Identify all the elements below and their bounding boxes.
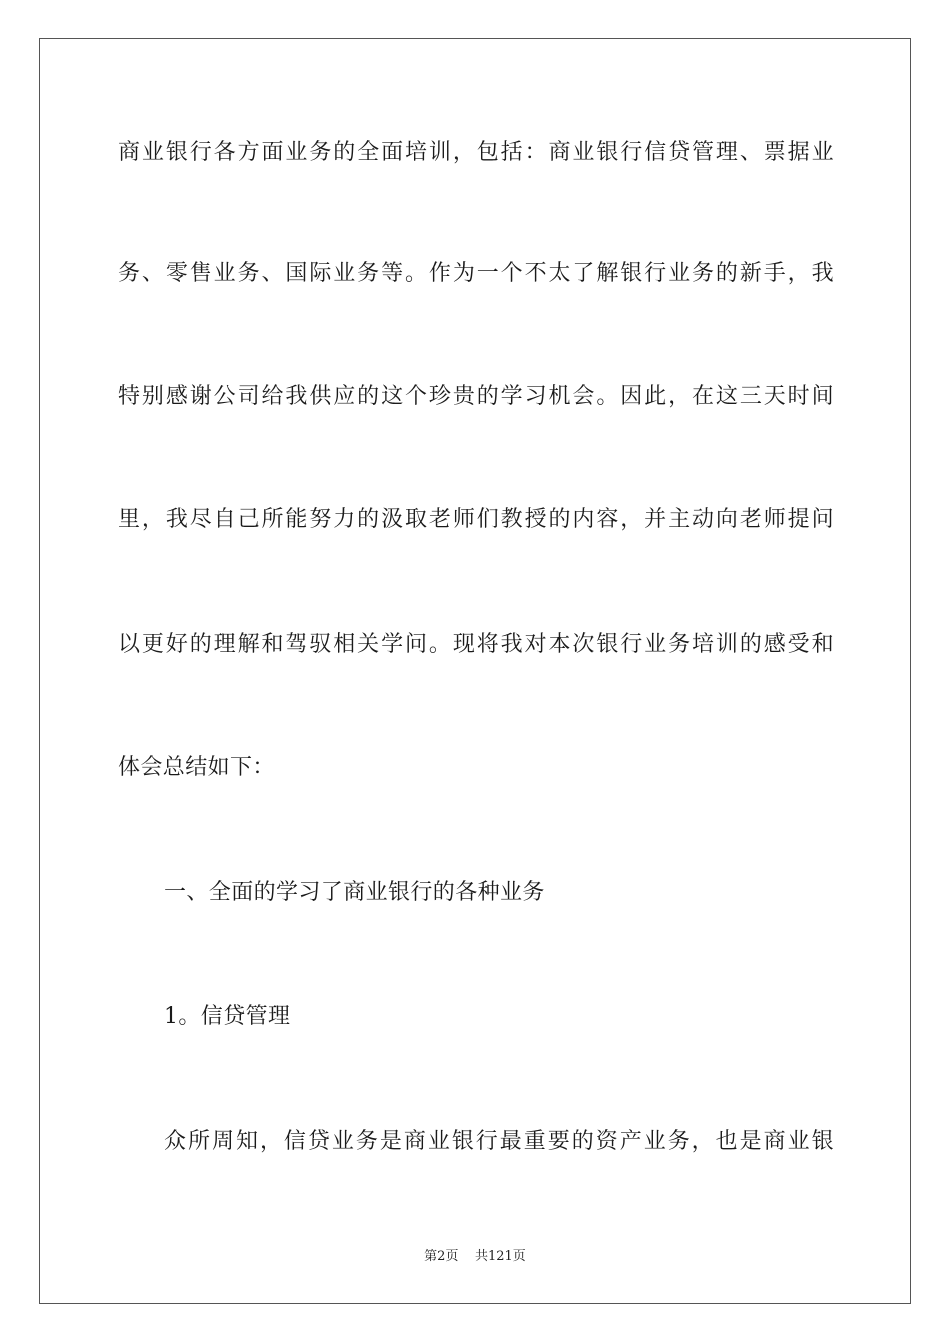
- body-text-line-6: 体会总结如下：: [118, 755, 275, 780]
- page-number: 第2页: [424, 1249, 459, 1264]
- total-pages: 共121页: [474, 1249, 526, 1264]
- page-border: [39, 38, 911, 1304]
- body-text-line-5: 以更好的理解和驾驭相关学问。现将我对本次银行业务培训的感受和: [118, 632, 834, 657]
- body-text-line-7: 众所周知，信贷业务是商业银行最重要的资产业务，也是商业银: [164, 1129, 834, 1154]
- subsection-heading: 1。信贷管理: [164, 1004, 291, 1029]
- section-heading: 一、全面的学习了商业银行的各种业务: [164, 880, 545, 905]
- page-footer: [0, 1248, 950, 1266]
- body-text-line-4: 里，我尽自己所能努力的汲取老师们教授的内容，并主动向老师提问: [118, 507, 834, 532]
- body-text-line-3: 特别感谢公司给我供应的这个珍贵的学习机会。因此，在这三天时间: [118, 384, 834, 409]
- body-text-line-1: 商业银行各方面业务的全面培训，包括：商业银行信贷管理、票据业: [118, 140, 834, 165]
- body-text-line-2: 务、零售业务、国际业务等。作为一个不太了解银行业务的新手，我: [118, 261, 834, 286]
